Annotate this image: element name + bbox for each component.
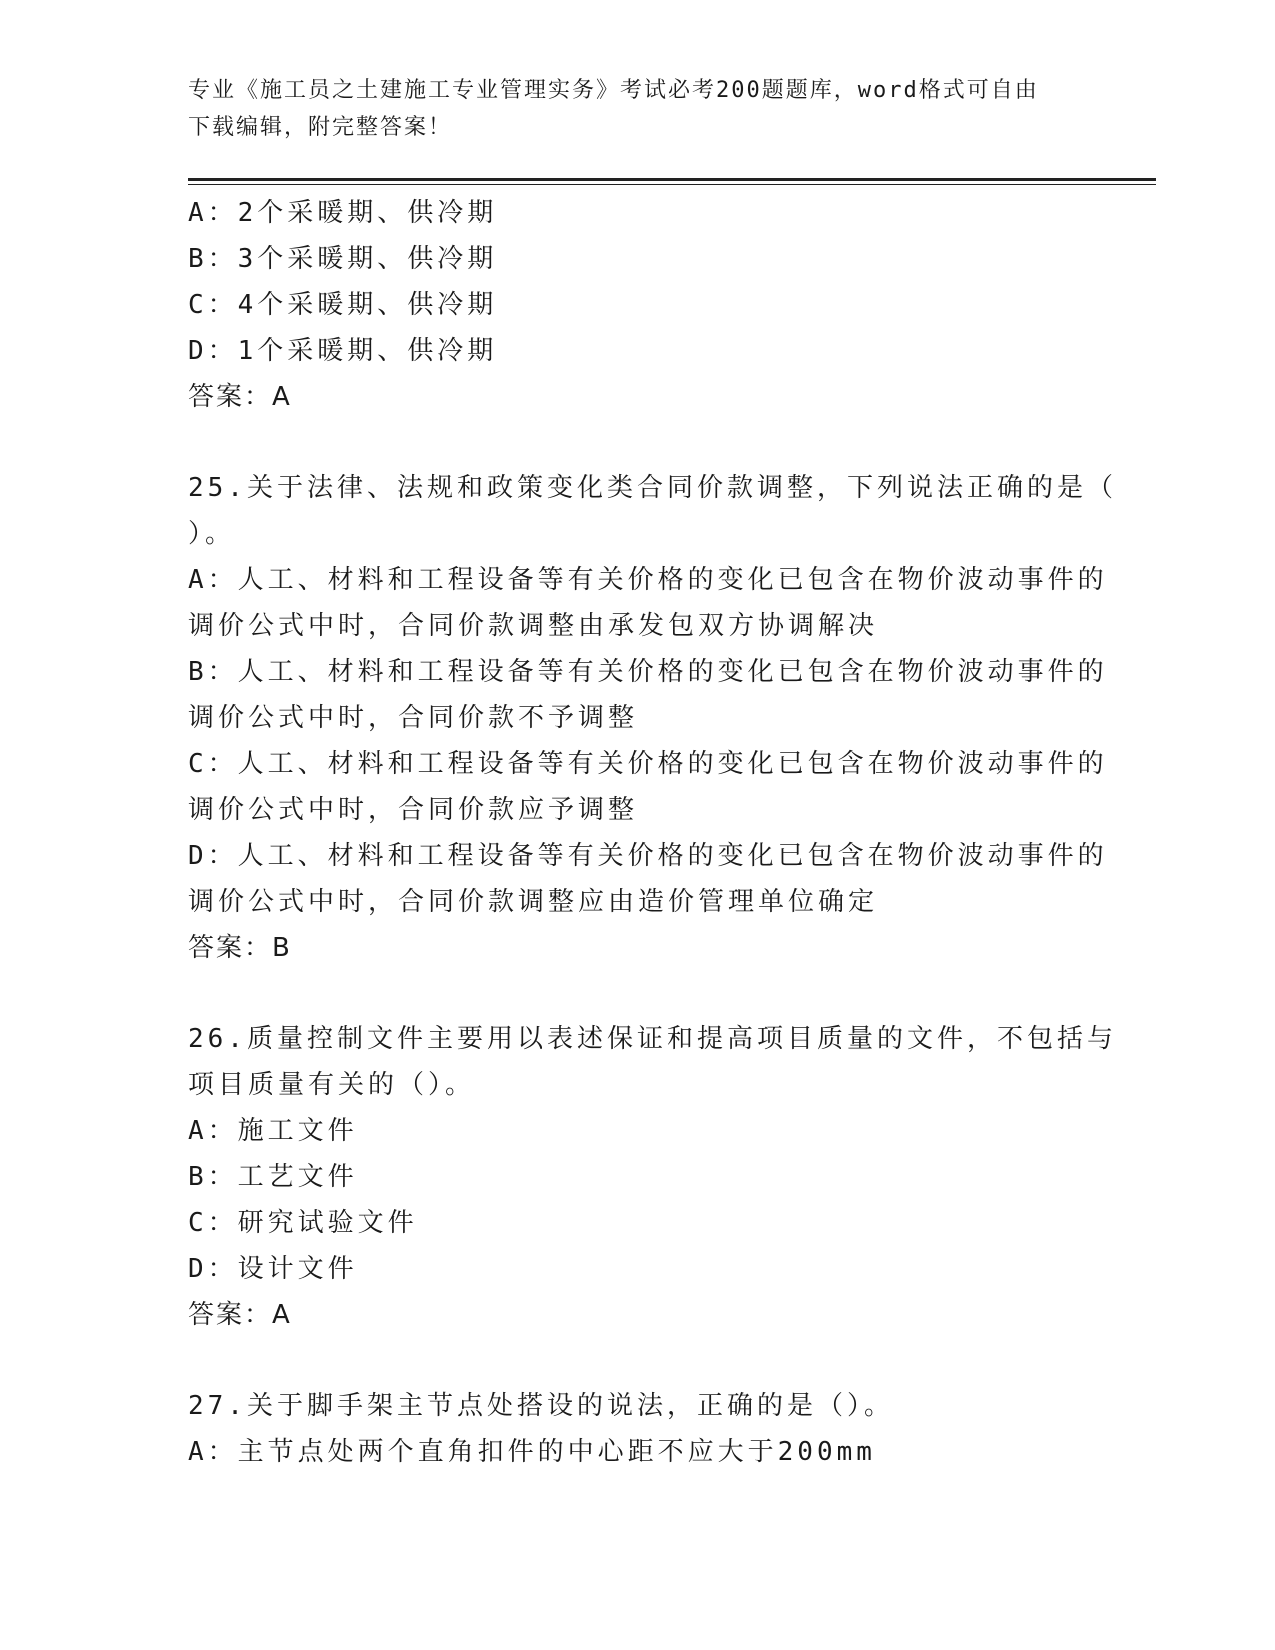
q25-option-c: C：人工、材料和工程设备等有关价格的变化已包含在物价波动事件的 (188, 749, 1108, 779)
q25-option-b-cont: 调价公式中时，合同价款不予调整 (188, 703, 639, 733)
header-line-2: 下载编辑，附完整答案！ (188, 115, 453, 140)
q26-stem-line-1: 26.质量控制文件主要用以表述保证和提高项目质量的文件，不包括与 (188, 1024, 1117, 1054)
header-line-1: 专业《施工员之土建施工专业管理实务》考试必考200题题库，word格式可自由 (188, 78, 1039, 103)
q26-option-a: A：施工文件 (188, 1116, 358, 1146)
q24-option-b: B：3个采暖期、供冷期 (188, 244, 498, 274)
header-rule-thick (188, 178, 1156, 181)
q25-stem-line-1: 25.关于法律、法规和政策变化类合同价款调整，下列说法正确的是（ (188, 473, 1117, 503)
q25-option-a-cont: 调价公式中时，合同价款调整由承发包双方协调解决 (188, 611, 879, 641)
q26-option-c: C：研究试验文件 (188, 1208, 418, 1238)
q26-answer: 答案：A (188, 1300, 292, 1330)
header-rule-thin (188, 184, 1156, 185)
q26-option-b: B：工艺文件 (188, 1162, 358, 1192)
q25-option-b: B：人工、材料和工程设备等有关价格的变化已包含在物价波动事件的 (188, 657, 1108, 687)
q25-option-d-cont: 调价公式中时，合同价款调整应由造价管理单位确定 (188, 887, 879, 917)
q24-option-d: D：1个采暖期、供冷期 (188, 336, 498, 366)
q25-option-c-cont: 调价公式中时，合同价款应予调整 (188, 795, 639, 825)
q25-stem-line-2: ）。 (188, 519, 236, 549)
q27-stem-line-1: 27.关于脚手架主节点处搭设的说法，正确的是（）。 (188, 1391, 894, 1421)
q25-answer: 答案：B (188, 933, 292, 963)
q24-answer: 答案：A (188, 382, 292, 412)
q24-option-a: A：2个采暖期、供冷期 (188, 198, 498, 228)
q25-option-a: A：人工、材料和工程设备等有关价格的变化已包含在物价波动事件的 (188, 565, 1108, 595)
q24-option-c: C：4个采暖期、供冷期 (188, 290, 498, 320)
q27-option-a: A：主节点处两个直角扣件的中心距不应大于200mm (188, 1437, 876, 1467)
q26-option-d: D：设计文件 (188, 1254, 358, 1284)
q26-stem-line-2: 项目质量有关的（）。 (188, 1070, 476, 1100)
q25-option-d: D：人工、材料和工程设备等有关价格的变化已包含在物价波动事件的 (188, 841, 1108, 871)
question-content (188, 190, 1117, 1475)
document-header (188, 72, 1088, 146)
